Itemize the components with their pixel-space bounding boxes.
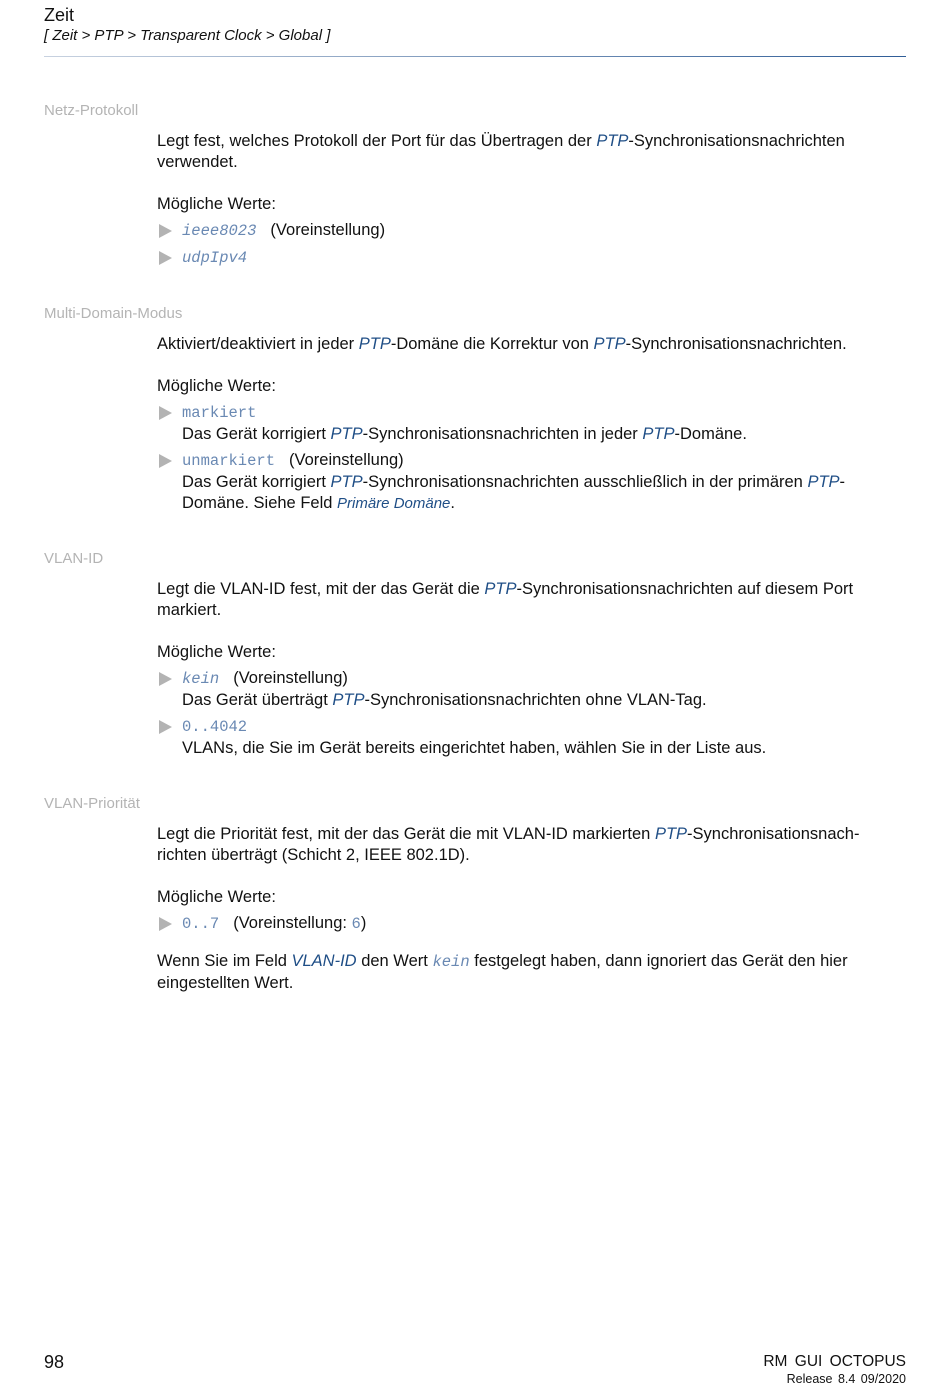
description-text: Legt die VLAN-ID fest, mit der das Gerät die bbox=[157, 580, 485, 598]
list-item bbox=[157, 716, 897, 759]
value-code: markiert bbox=[182, 404, 257, 422]
value-text: -Synchronisationsnachrichten ausschließlich in der primären bbox=[362, 473, 808, 491]
description-text: Legt fest, welches Protokoll der Port für das Übertragen der bbox=[157, 132, 597, 150]
value-note: (Voreinstellung) bbox=[270, 221, 386, 239]
bullet-triangle-icon bbox=[159, 917, 172, 931]
header-divider bbox=[44, 56, 906, 57]
values-list bbox=[157, 220, 897, 269]
value-text: -Synchronisationsnachrichten in jeder bbox=[362, 425, 643, 443]
value-code: unmarkiert bbox=[182, 452, 276, 470]
description-text: -Synchronisationsnachrichten auf diesem Port markiert. bbox=[157, 580, 854, 619]
ptp-link[interactable]: PTP bbox=[330, 425, 363, 443]
chapter-title: Zeit bbox=[44, 5, 75, 25]
bullet-triangle-icon bbox=[159, 720, 172, 734]
value-text: -Domäne. Siehe Feld bbox=[182, 473, 846, 512]
bullet-triangle-icon bbox=[159, 251, 172, 265]
value-text: Das Gerät überträgt bbox=[182, 691, 333, 709]
possible-values-heading: Mögliche Werte: bbox=[157, 888, 276, 906]
breadcrumb: [ Zeit > PTP > Transparent Clock > Global ] bbox=[44, 27, 331, 44]
value-code: kein bbox=[182, 670, 220, 688]
description-text: -Domäne die Korrektur von bbox=[390, 335, 594, 353]
section-label: VLAN-Priorität bbox=[44, 795, 140, 812]
value-code: kein bbox=[432, 953, 470, 971]
ptp-link[interactable]: PTP bbox=[358, 335, 391, 353]
ptp-link[interactable]: PTP bbox=[642, 425, 675, 443]
default-value-code: 6 bbox=[351, 915, 361, 933]
bullet-triangle-icon bbox=[159, 406, 172, 420]
values-list bbox=[157, 668, 897, 759]
note-text: festgelegt haben, dann ignoriert das Gerät den hier eingestellten Wert. bbox=[157, 952, 848, 992]
value-code: 0..7 bbox=[182, 915, 220, 933]
list-item bbox=[157, 450, 897, 514]
value-code: udpIpv4 bbox=[182, 249, 248, 267]
value-text: -Domäne. bbox=[674, 425, 747, 443]
description-text: -Synchronisationsnach- bbox=[687, 825, 860, 843]
values-list bbox=[157, 913, 897, 935]
description bbox=[157, 579, 897, 621]
value-code: 0..4042 bbox=[182, 718, 248, 736]
list-item bbox=[157, 220, 897, 242]
vlan-id-link[interactable]: VLAN-ID bbox=[291, 952, 357, 970]
section-body bbox=[157, 824, 897, 994]
ptp-link[interactable]: PTP bbox=[593, 335, 626, 353]
ptp-link[interactable]: PTP bbox=[807, 473, 840, 491]
bullet-triangle-icon bbox=[159, 224, 172, 238]
possible-values-heading: Mögliche Werte: bbox=[157, 195, 276, 213]
section-label: Multi-Domain-Modus bbox=[44, 305, 183, 322]
value-note: (Voreinstellung) bbox=[289, 451, 404, 469]
value-note: (Voreinstellung) bbox=[233, 669, 348, 687]
possible-values-heading: Mögliche Werte: bbox=[157, 377, 276, 395]
list-item bbox=[157, 668, 897, 711]
section-body bbox=[157, 131, 897, 274]
values-list bbox=[157, 402, 897, 514]
ptp-link[interactable]: PTP bbox=[654, 825, 688, 843]
note-text: den Wert bbox=[356, 952, 433, 970]
section-body bbox=[157, 334, 897, 519]
description bbox=[157, 334, 897, 355]
description-text: -Synchronisationsnachrichten. bbox=[625, 335, 847, 353]
section-body bbox=[157, 579, 897, 764]
description-text: richten überträgt (Schicht 2, IEEE 802.1D). bbox=[157, 846, 470, 864]
note-text: Wenn Sie im Feld bbox=[157, 952, 292, 970]
possible-values-heading: Mögliche Werte: bbox=[157, 643, 276, 661]
primary-domain-link[interactable]: Primäre Domäne bbox=[337, 495, 451, 512]
section-label: Netz-Protokoll bbox=[44, 102, 139, 119]
value-text: Das Gerät korrigiert bbox=[182, 425, 331, 443]
description bbox=[157, 824, 897, 866]
note-paragraph bbox=[157, 951, 897, 994]
ptp-link[interactable]: PTP bbox=[330, 473, 363, 491]
list-item bbox=[157, 402, 897, 445]
value-code: ieee8023 bbox=[182, 222, 257, 240]
value-text: . bbox=[450, 494, 455, 512]
value-text: VLANs, die Sie im Gerät bereits eingerichtet haben, wählen Sie in der Liste aus. bbox=[182, 739, 767, 757]
bullet-triangle-icon bbox=[159, 454, 172, 468]
section-label: VLAN-ID bbox=[44, 550, 104, 567]
value-note: ) bbox=[360, 914, 367, 932]
document-title: RM GUI OCTOPUS bbox=[763, 1353, 906, 1370]
value-text: Das Gerät korrigiert bbox=[182, 473, 331, 491]
list-item bbox=[157, 247, 897, 269]
footer-info bbox=[763, 1352, 906, 1387]
ptp-link[interactable]: PTP bbox=[596, 132, 629, 150]
page-header bbox=[44, 4, 906, 46]
release-info: Release 8.4 09/2020 bbox=[786, 1372, 906, 1386]
ptp-link[interactable]: PTP bbox=[484, 580, 517, 598]
list-item bbox=[157, 913, 897, 935]
description-text: Aktiviert/deaktiviert in jeder bbox=[157, 335, 359, 353]
value-note: (Voreinstellung: bbox=[233, 914, 352, 932]
description bbox=[157, 131, 897, 173]
ptp-link[interactable]: PTP bbox=[332, 691, 365, 709]
bullet-triangle-icon bbox=[159, 672, 172, 686]
page-number: 98 bbox=[44, 1352, 65, 1372]
value-text: -Synchronisationsnachrichten ohne VLAN-Tag. bbox=[364, 691, 707, 709]
description-text: Legt die Priorität fest, mit der das Gerät die mit VLAN-ID markierten bbox=[157, 825, 655, 843]
description-text: -Synchronisationsnachrichten verwendet. bbox=[157, 132, 845, 171]
